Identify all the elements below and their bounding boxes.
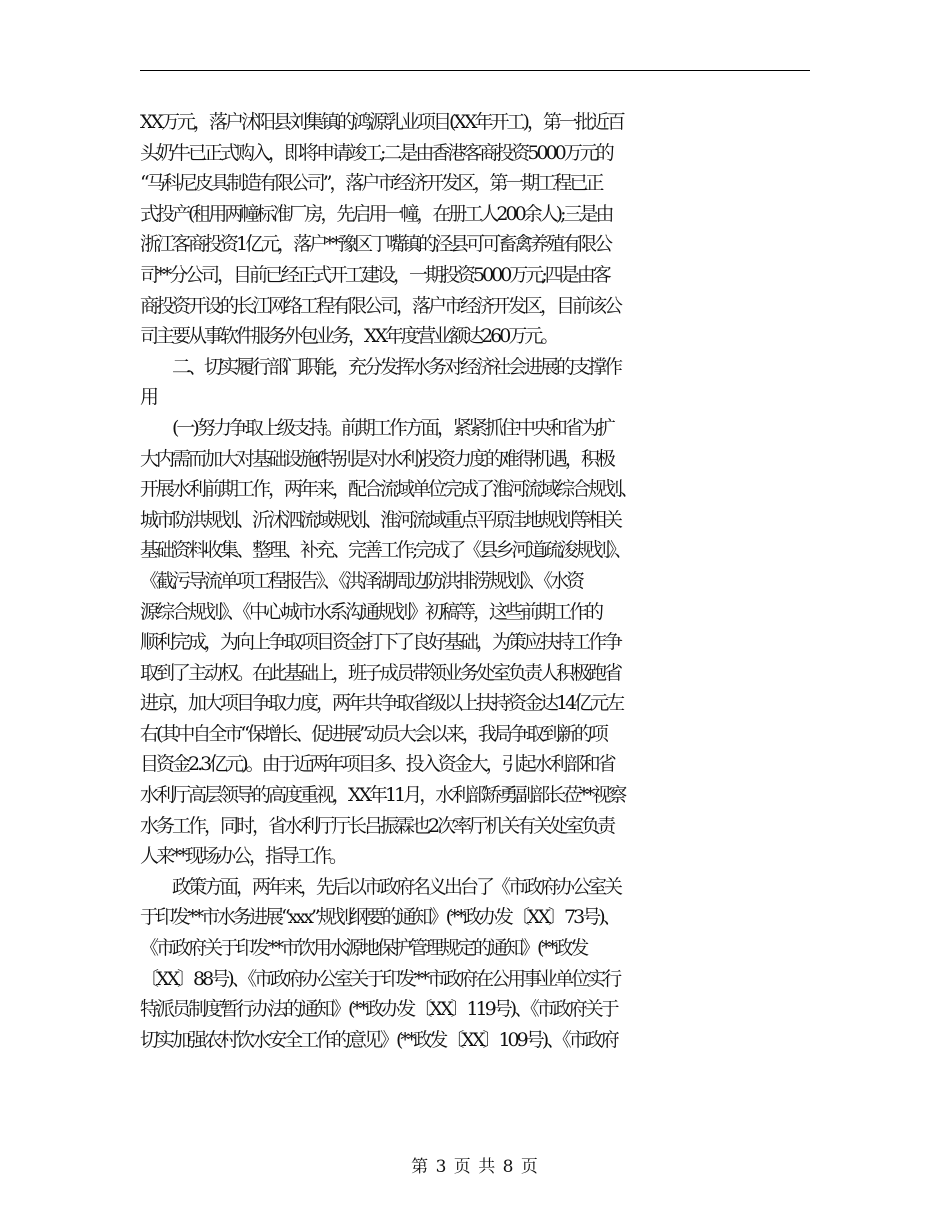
- text-line: 水利厅高层领导的高度重视，XX年11月，水利部矫勇副部长莅**视察: [140, 784, 625, 807]
- text-line: 《市政府关于印发**市饮用水源地保护管理规定的通知》(**政发: [140, 937, 587, 960]
- text-line: 司主要从事软件服务外包业务，XX年度营业额达260万元。: [140, 325, 557, 348]
- text-line: 源综合规划》、《中心城市水系沟通规划》初稿等，这些前期工作的: [140, 600, 602, 623]
- text-line: 开展水利前期工作，两年来，配合流域单位完成了淮河流域综合规划、: [140, 478, 637, 501]
- document-body: [140, 107, 820, 1055]
- page-footer: 第 3 页 共 8 页: [411, 1157, 539, 1177]
- text-line: 《截污导流单项工程报告》、《洪泽湖周边防洪排涝规划》、《水资: [140, 569, 583, 592]
- text-line: 大内需而加大对基础设施(特别是对水利)投资力度的难得机遇，积极: [140, 447, 613, 470]
- text-line: “马科尼皮具制造有限公司”，落户市经济开发区，第一期工程已正: [140, 172, 602, 195]
- text-line: (一)努力争取上级支持。前期工作方面，紧紧抓住中央和省为扩: [140, 416, 613, 439]
- text-line: 商投资开设的长江网络工程有限公司，落户市经济开发区，目前该公: [140, 294, 621, 317]
- text-line: 〔XX〕88号)、《市政府办公室关于印发**市政府在公用事业单位实行: [140, 967, 620, 990]
- text-line: 基础资料收集、整理、补充、完善工作;完成了《县乡河道疏浚规划》、: [140, 539, 630, 562]
- text-line: 人来**现场办公，指导工作。: [140, 845, 346, 868]
- text-line: 二、切实履行部门职能，充分发挥水务对经济社会进展的支撑作: [140, 355, 621, 378]
- text-line: 进京，加大项目争取力度，两年共争取省级以上扶持资金达14亿元左: [140, 692, 623, 715]
- text-line: 水务工作，同时，省水利厅厅长吕振霖也2次率厅机关有关处室负责: [140, 814, 614, 837]
- header-rule: [140, 70, 810, 71]
- text-line: 右(其中自全市“保增长、促进展”动员大会以来，我局争取到新的项: [140, 722, 606, 745]
- text-line: 政策方面，两年来，先后以市政府名义出台了《市政府办公室关: [140, 875, 621, 898]
- text-line: 司**分公司，目前已经正式开工建设，一期投资5000万元;四是由客: [140, 263, 609, 286]
- text-line: 头奶牛已正式购入，即将申请竣工;二是由香港客商投资5000万元的: [140, 141, 612, 164]
- text-line: 切实加强农村饮水安全工作的意见》(**政发〔XX〕109号)、《市政府: [140, 1028, 617, 1051]
- text-line: XX万元，落户沭阳县刘集镇的鸿源乳业项目(XX年开工)，第一批近百: [140, 111, 623, 133]
- text-line: 顺利完成，为向上争取项目资金打下了良好基础，为策应扶持工作争: [140, 631, 621, 654]
- text-line: 特派员制度暂行办法的通知》(**政办发〔XX〕119号)、《市政府关于: [140, 998, 617, 1021]
- text-line: 用: [140, 386, 157, 409]
- text-line: 取到了主动权。在此基础上，班子成员带领业务处室负责人积极跑省: [140, 661, 621, 684]
- text-line: 浙江客商投资1亿元，落户**豫区丁嘴镇的泾县可可畜禽养殖有限公: [140, 233, 611, 256]
- text-line: 式投产(租用两幢标准厂房，先启用一幢，在册工人200余人);三是由: [140, 202, 612, 225]
- text-line: 于印发**市水务进展“xxx”规划纲要的通知》(**政办发〔XX〕73号)、: [140, 906, 619, 929]
- text-line: 城市防洪规划、沂沭泗流域规划、淮河流域重点平原洼地规划等相关: [140, 508, 621, 531]
- text-line: 目资金2.3亿元)。由于近两年项目多、投入资金大，引起水利部和省: [140, 753, 614, 776]
